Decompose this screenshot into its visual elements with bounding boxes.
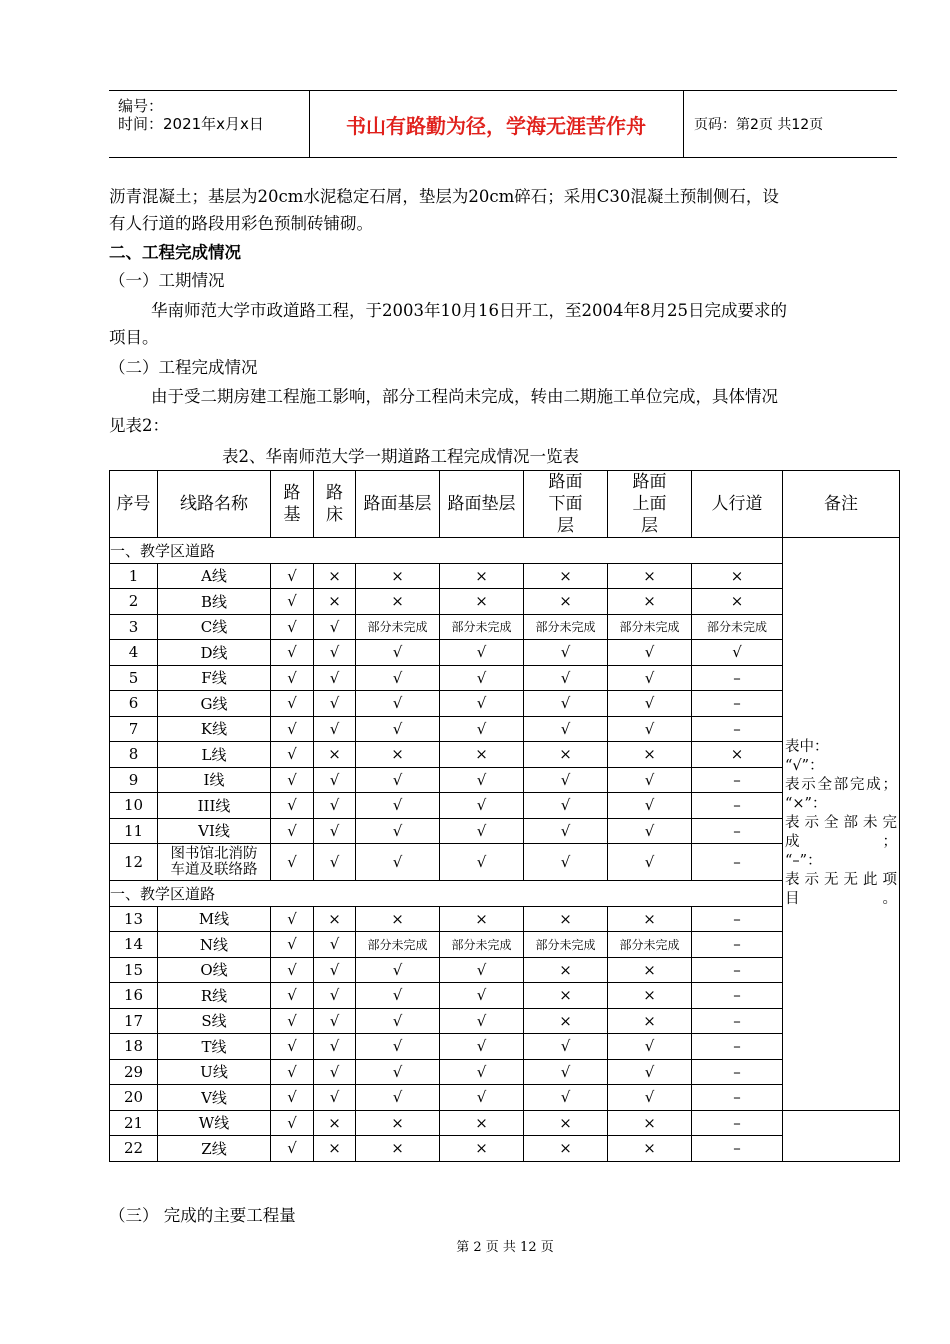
table-row [110,1110,900,1136]
table-cell: √ [271,983,314,1009]
table-cell: × [608,1110,692,1136]
table-cell: – [692,1136,783,1162]
table-row [110,589,900,615]
table-cell: – [692,793,783,819]
table-cell: T线 [158,1034,271,1060]
table-cell: √ [356,983,440,1009]
legend-line: “√”： [785,758,824,775]
table-cell: √ [271,1059,314,1085]
table-cell: × [524,1110,608,1136]
table-cell: √ [271,818,314,844]
table-cell: K线 [158,716,271,742]
table-cell: √ [314,844,356,881]
table-cell: × [524,957,608,983]
table-cell: – [692,665,783,691]
table-cell: √ [608,1059,692,1085]
table-cell: √ [440,716,524,742]
table-cell: √ [271,716,314,742]
table-cell: – [692,1110,783,1136]
table-cell: 6 [110,691,158,717]
table-cell: √ [356,640,440,666]
table-cell: √ [314,1034,356,1060]
table-cell: √ [314,1085,356,1111]
table-cell: √ [271,1136,314,1162]
table-cell: √ [524,640,608,666]
table-cell: VI线 [158,818,271,844]
header-cell: 序号 [110,471,158,538]
body-line-2: 有人行道的路段用彩色预制砖铺砌。 [109,214,373,233]
table-cell: × [608,957,692,983]
table-cell: √ [356,665,440,691]
table-cell: C线 [158,614,271,640]
table-cell: × [314,589,356,615]
table-cell: 18 [110,1034,158,1060]
table-cell: 3 [110,614,158,640]
table-cell: √ [608,818,692,844]
table-header-row [110,471,900,538]
legend-line: 表中： [785,739,829,756]
table-cell: M线 [158,906,271,932]
subheading-quantities: （三） 完成的主要工程量 [109,1206,296,1225]
table-cell: × [314,1136,356,1162]
table-cell: √ [271,793,314,819]
table-cell: 20 [110,1085,158,1111]
table-cell: √ [356,767,440,793]
table-cell: × [608,1008,692,1034]
table-cell: √ [271,691,314,717]
table-cell: Z线 [158,1136,271,1162]
table-cell: √ [440,1059,524,1085]
table-cell: 21 [110,1110,158,1136]
table-cell: √ [271,589,314,615]
table-cell: × [608,1136,692,1162]
table-row [110,614,900,640]
table-cell: √ [524,691,608,717]
table-cell: √ [314,1059,356,1085]
table-row [110,742,900,768]
table-cell: √ [524,1085,608,1111]
table-row [110,932,900,958]
table-cell: √ [524,716,608,742]
table-cell: – [692,844,783,881]
table-cell: √ [356,844,440,881]
table-cell: √ [271,1034,314,1060]
section-label: 一、教学区道路 [110,538,356,564]
table-cell: √ [314,614,356,640]
table-cell: √ [692,640,783,666]
table-cell: √ [608,767,692,793]
table-cell: √ [356,1085,440,1111]
table-cell: √ [271,563,314,589]
table-row [110,563,900,589]
table-cell: √ [271,665,314,691]
table-cell: L线 [158,742,271,768]
table-cell: × [356,563,440,589]
table-cell: × [314,742,356,768]
table-cell: × [692,563,783,589]
table-row [110,1085,900,1111]
completion-table [109,470,900,1162]
table-cell: × [440,1136,524,1162]
table-cell: W线 [158,1110,271,1136]
para-schedule-2: 项目。 [109,328,159,347]
table-cell: √ [314,793,356,819]
table-cell: √ [271,640,314,666]
section-heading-2: 二、工程完成情况 [109,243,241,262]
table-row [110,1034,900,1060]
table-cell: 部分未完成 [692,614,783,640]
table-cell: √ [356,1008,440,1034]
para-completion-1: 由于受二期房建工程施工影响，部分工程尚未完成，转由二期施工单位完成，具体情况 [151,387,778,406]
table-cell: √ [524,818,608,844]
table-cell: N线 [158,932,271,958]
header-cell: 人行道 [692,471,783,538]
table-row [110,716,900,742]
table-row [110,844,900,881]
subheading-completion: （二）工程完成情况 [109,358,258,377]
table-caption: 表2、华南师范大学一期道路工程完成情况一览表 [222,447,579,466]
table-cell: √ [440,767,524,793]
header-meta [109,91,310,157]
table-cell: × [524,1008,608,1034]
table-cell: 9 [110,767,158,793]
table-cell: 16 [110,983,158,1009]
table-cell: D线 [158,640,271,666]
table-row [110,767,900,793]
table-cell: U线 [158,1059,271,1085]
table-cell: 部分未完成 [608,932,692,958]
table-cell: 17 [110,1008,158,1034]
table-cell: × [608,589,692,615]
legend-line: 表示无无此项目。 [785,872,897,908]
table-cell: – [692,957,783,983]
table-cell: √ [440,691,524,717]
table-cell: √ [356,793,440,819]
table-cell: × [692,742,783,768]
table-cell: √ [356,818,440,844]
table-cell: 部分未完成 [524,932,608,958]
table-cell: × [440,589,524,615]
table-cell: 13 [110,906,158,932]
table-cell: V线 [158,1085,271,1111]
legend-note [783,538,900,1111]
subheading-schedule: （一）工期情况 [109,271,225,290]
header-motto: 书山有路勤为径，学海无涯苦作舟 [309,91,684,157]
table-row [110,818,900,844]
table-cell: – [692,932,783,958]
table-cell: – [692,1008,783,1034]
table-cell: × [440,563,524,589]
header-cell: 路基 [271,471,314,538]
table-row [110,906,900,932]
table-cell: – [692,983,783,1009]
table-cell: × [356,906,440,932]
table-cell: × [524,563,608,589]
table-cell: √ [608,640,692,666]
table-cell: – [692,716,783,742]
table-row [110,665,900,691]
table-cell: √ [271,767,314,793]
table-cell: 2 [110,589,158,615]
table-cell: √ [314,716,356,742]
table-cell: 29 [110,1059,158,1085]
table-cell: √ [440,844,524,881]
table-cell: √ [314,691,356,717]
header-cell: 备注 [783,471,900,538]
section-row [110,881,900,907]
table-cell: √ [524,1059,608,1085]
table-cell: √ [440,1008,524,1034]
table-cell: √ [271,1085,314,1111]
table-cell: √ [524,844,608,881]
table-cell: √ [440,1085,524,1111]
table-cell: × [440,742,524,768]
table-cell: √ [314,818,356,844]
table-row [110,1059,900,1085]
table-cell: √ [271,932,314,958]
table-cell: × [314,1110,356,1136]
table-cell: – [692,691,783,717]
table-cell: √ [524,767,608,793]
table-cell: √ [440,793,524,819]
legend-line: 表示全部未完成； [785,815,897,851]
body-line-1: 沥青混凝土；基层为20cm水泥稳定石屑，垫层为20cm碎石；采用C30混凝土预制侧石，设 [109,187,779,206]
doc-time-label: 时间：2021年x月x日 [118,115,264,133]
section-blank [356,538,783,564]
table-cell: – [692,1059,783,1085]
table-cell: III线 [158,793,271,819]
table-cell: – [692,767,783,793]
table-cell: √ [271,844,314,881]
header-page-info: 页码：第2页 共12页 [694,117,824,133]
table-cell: 部分未完成 [608,614,692,640]
table-cell: √ [524,793,608,819]
table-cell: 部分未完成 [440,932,524,958]
table-cell: √ [440,665,524,691]
table-cell: √ [440,818,524,844]
table-cell: × [608,742,692,768]
legend-line: “–”： [785,853,822,870]
table-cell: √ [314,1008,356,1034]
table-cell: × [356,1110,440,1136]
table-row [110,1008,900,1034]
table-cell: √ [440,1034,524,1060]
doc-number-label: 编号： [118,97,164,115]
table-cell: √ [608,716,692,742]
table-cell: 1 [110,563,158,589]
table-cell: G线 [158,691,271,717]
header-cell: 路床 [314,471,356,538]
table-cell: √ [356,957,440,983]
legend-line: 表示全部完成； [785,777,897,794]
table-row [110,691,900,717]
table-cell: √ [440,640,524,666]
table-cell: 图书馆北消防车道及联络路 [158,844,271,881]
table-cell: 部分未完成 [524,614,608,640]
table-cell: √ [271,614,314,640]
header-cell: 路面上面层 [608,471,692,538]
table-cell: √ [524,1034,608,1060]
table-cell: √ [314,983,356,1009]
table-cell: √ [608,691,692,717]
table-cell: – [692,818,783,844]
table-cell: × [440,1110,524,1136]
table-cell: R线 [158,983,271,1009]
legend-line: “×”： [785,796,827,813]
table-cell: √ [356,1034,440,1060]
table-cell: × [440,906,524,932]
table-cell: 5 [110,665,158,691]
table-cell: × [608,983,692,1009]
table-cell: 15 [110,957,158,983]
table-cell: S线 [158,1008,271,1034]
table-cell: √ [608,665,692,691]
table-cell: I线 [158,767,271,793]
para-completion-2: 见表2： [109,416,169,435]
table-cell: 11 [110,818,158,844]
table-cell: × [692,589,783,615]
table-cell: 7 [110,716,158,742]
table-cell: O线 [158,957,271,983]
section-label: 一、教学区道路 [110,881,783,907]
table-cell: √ [356,716,440,742]
table-cell: √ [524,665,608,691]
table-cell: × [524,906,608,932]
table-cell: B线 [158,589,271,615]
table-cell: × [608,563,692,589]
table-cell: 部分未完成 [440,614,524,640]
table-cell: 部分未完成 [356,614,440,640]
table-row [110,983,900,1009]
header-cell: 路面下面层 [524,471,608,538]
table-cell: × [314,906,356,932]
table-cell: 4 [110,640,158,666]
table-cell: √ [440,983,524,1009]
table-cell: – [692,906,783,932]
table-cell: 部分未完成 [356,932,440,958]
blank-note-cell [783,1110,900,1161]
table-cell: × [524,742,608,768]
table-cell: F线 [158,665,271,691]
table-cell: – [692,1034,783,1060]
table-cell: 8 [110,742,158,768]
table-cell: × [524,1136,608,1162]
table-cell: × [608,906,692,932]
table-cell: √ [271,742,314,768]
table-cell: √ [314,665,356,691]
page-header [109,90,897,158]
table-cell: √ [271,906,314,932]
table-cell: A线 [158,563,271,589]
table-cell: × [524,589,608,615]
table-cell: 22 [110,1136,158,1162]
table-cell: √ [314,932,356,958]
table-cell: × [524,983,608,1009]
table-cell: √ [314,640,356,666]
table-cell: 10 [110,793,158,819]
table-cell: √ [271,1008,314,1034]
table-cell: 12 [110,844,158,881]
table-cell: √ [356,1059,440,1085]
table-cell: × [356,1136,440,1162]
table-cell: √ [314,957,356,983]
header-cell: 线路名称 [158,471,271,538]
header-cell: 路面基层 [356,471,440,538]
table-row [110,1136,900,1162]
table-cell: √ [608,844,692,881]
table-cell: √ [608,793,692,819]
header-cell: 路面垫层 [440,471,524,538]
table-row [110,957,900,983]
table-cell: × [356,589,440,615]
table-cell: √ [608,1085,692,1111]
table-row [110,793,900,819]
table-cell: √ [356,691,440,717]
table-cell: √ [271,957,314,983]
table-cell: × [314,563,356,589]
table-cell: – [692,1085,783,1111]
table-cell: 14 [110,932,158,958]
table-cell: √ [271,1110,314,1136]
section-row [110,538,900,564]
table-cell: × [356,742,440,768]
table-row [110,640,900,666]
para-schedule-1: 华南师范大学市政道路工程，于2003年10月16日开工，至2004年8月25日完成要求的 [151,301,787,320]
page-footer: 第 2 页 共 12 页 [456,1240,554,1255]
table-cell: √ [608,1034,692,1060]
table-cell: √ [440,957,524,983]
table-cell: √ [314,767,356,793]
